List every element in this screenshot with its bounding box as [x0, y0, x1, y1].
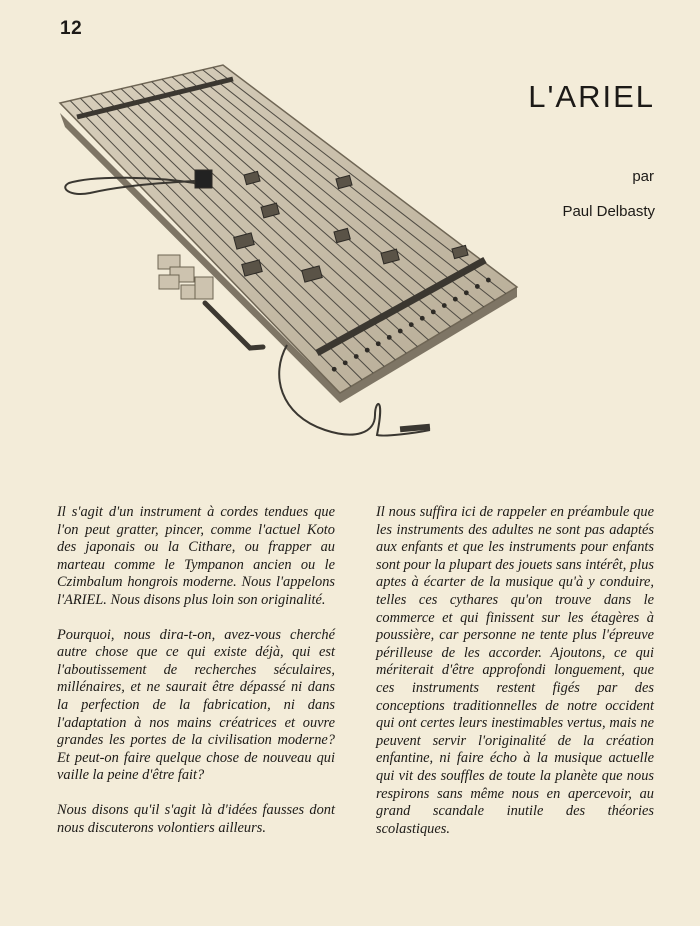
instrument-photo	[55, 55, 535, 455]
byline-author: Paul Delbasty	[562, 203, 655, 220]
tuning-peg	[464, 290, 469, 295]
tuning-peg	[475, 284, 480, 289]
paragraph: Pourquoi, nous dira-t-on, avez-vous cherché autre chose que ce qui existe déjà, qui est l'aboutissement de recherches séculaires, millénaires, et ne saurait être dépassé ni dans la perfection de la fabrication, ni dans l'adaptation à nos mains créatrices et ouvre grandes les portes de la civilisation moderne? Et peut-on faire quelque chose de nouveau qui vaille la peine d'être fait?	[57, 626, 335, 784]
tuning-peg	[431, 310, 436, 315]
paragraph: Il s'agit d'un instrument à cordes tendues que l'on peut gratter, pincer, comme l'actuel Koto des japonais ou la Cithare, ou frapper au marteau comme le Tympanon ancien ou le Czimbalum hongrois moderne. Nous l'appelons l'ARIEL. Nous disons plus loin son originalité.	[57, 504, 335, 608]
page-number: 12	[60, 18, 83, 39]
tuning-peg	[453, 297, 458, 302]
tuning-peg	[442, 303, 447, 308]
tuning-peg	[343, 360, 348, 365]
tuning-peg	[354, 354, 359, 359]
paragraph: Nous disons qu'il s'agit là d'idées fausses dont nous discuterons volontiers ailleurs.	[57, 801, 335, 836]
tuning-peg	[420, 316, 425, 321]
tuning-peg	[398, 329, 403, 334]
article-column-right	[376, 504, 654, 855]
tuning-peg	[387, 335, 392, 340]
article-title: L'ARIEL	[528, 78, 655, 114]
tuning-peg	[376, 341, 381, 346]
paragraph: Il nous suffira ici de rappeler en préambule que les instruments des adultes ne sont pas adaptés aux enfants et que les instruments pour enfants sont pour la plupart des jouets sans intérêt, plus aptes à écarter de la musique qu'à y conduire, telles ces cythares qu'on trouve dans le commerce et qui finissent sur les étagères à poussière, car personne ne tente plus l'épreuve périlleuse de les accorder. Ajoutons, ce qui mériterait d'être approfondi longuement, que ces instruments restent figés par des conceptions traditionnelles de notre occident qui ont certes leurs inestimables vertus, mais ne peuvent servir l'originalité de la création enfantine, ni faire écho à la musique actuelle qui vit des souffles de toute la planète que nous respirons sans même nous en apercevoir, au grand scandale inutile des théories scolastiques.	[376, 504, 654, 837]
tuning-peg	[409, 322, 414, 327]
byline-par: par	[632, 168, 654, 185]
tuning-peg	[332, 367, 337, 372]
tuning-peg	[365, 348, 370, 353]
tuning-peg	[486, 278, 491, 283]
article-column-left	[57, 504, 335, 854]
